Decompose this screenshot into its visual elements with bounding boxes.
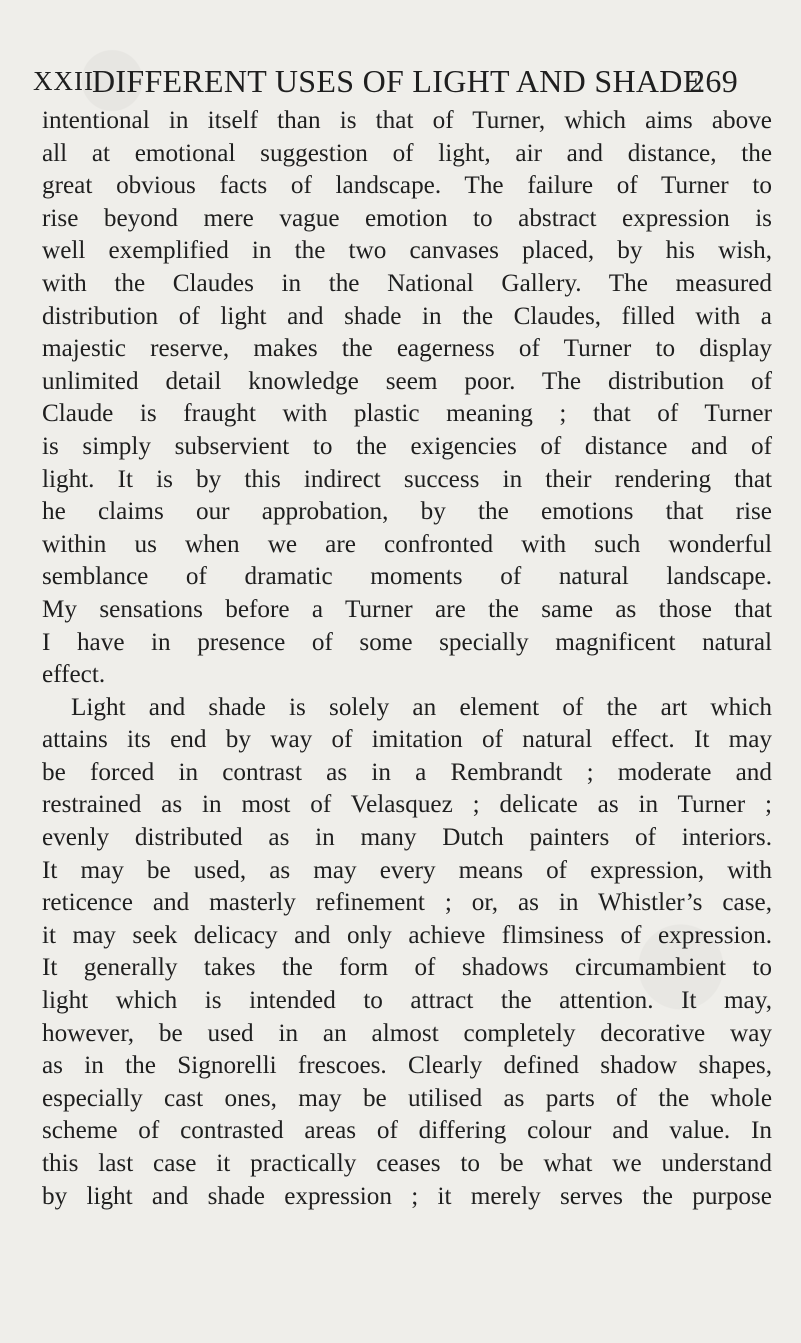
text-line: he claims our approbation, by the emotions that rise xyxy=(42,498,772,526)
text-line: I have in presence of some specially magnificent natural xyxy=(42,628,772,656)
text-line: all at emotional suggestion of light, air and distance, the xyxy=(42,139,772,167)
chapter-number: XXII xyxy=(33,66,94,96)
text-line: it may seek delicacy and only achieve flimsiness of expression. xyxy=(42,921,772,949)
text-line: well exemplified in the two canvases placed, by his wish, xyxy=(42,237,772,265)
text-line: Claude is fraught with plastic meaning ; that of Turner xyxy=(42,400,772,428)
text-line: rise beyond mere vague emotion to abstract expression is xyxy=(42,204,772,232)
text-line: especially cast ones, may be utilised as parts of the whole xyxy=(42,1084,772,1112)
text-line: restrained as in most of Velasquez ; delicate as in Turner ; xyxy=(42,791,772,819)
text-line: unlimited detail knowledge seem poor. The distribution of xyxy=(42,367,772,395)
body-text xyxy=(42,105,772,1213)
text-line: distribution of light and shade in the Claudes, filled with a xyxy=(42,302,772,330)
text-line: within us when we are confronted with such wonderful xyxy=(42,530,772,558)
text-line: It generally takes the form of shadows circumambient to xyxy=(42,954,772,982)
text-line: effect. xyxy=(42,661,106,689)
text-line: intentional in itself than is that of Turner, which aims above xyxy=(42,107,772,134)
text-line: this last case it practically ceases to be what we understand xyxy=(42,1150,772,1177)
running-head xyxy=(33,60,738,102)
text-line: scheme of contrasted areas of differing colour and value. In xyxy=(42,1117,772,1145)
text-line: great obvious facts of landscape. The failure of Turner to xyxy=(42,172,772,200)
text-line: majestic reserve, makes the eagerness of Turner to display xyxy=(42,335,772,363)
text-line: is simply subservient to the exigencies of distance and of xyxy=(42,432,772,460)
paragraph-start-line: Light and shade is solely an element of the art which xyxy=(71,693,772,721)
page-number: 269 xyxy=(689,63,738,99)
text-line: light. It is by this indirect success in their rendering that xyxy=(42,465,772,493)
text-line: light which is intended to attract the attention. It may, xyxy=(42,987,772,1015)
text-line: by light and shade expression ; it merely serves the purpose xyxy=(42,1182,772,1210)
text-line: reticence and masterly refinement ; or, as in Whistler’s case, xyxy=(42,889,772,917)
text-line: with the Claudes in the National Gallery. The measured xyxy=(42,269,772,297)
text-line: attains its end by way of imitation of natural effect. It may xyxy=(42,726,772,754)
text-line: however, be used in an almost completely decorative way xyxy=(42,1019,772,1047)
text-line: semblance of dramatic moments of natural landscape. xyxy=(42,563,772,591)
running-title: DIFFERENT USES OF LIGHT AND SHADE xyxy=(92,63,703,99)
text-line: be forced in contrast as in a Rembrandt ; moderate and xyxy=(42,758,772,786)
text-line: It may be used, as may every means of expression, with xyxy=(42,856,772,884)
text-line: evenly distributed as in many Dutch painters of interiors. xyxy=(42,824,772,852)
text-line: My sensations before a Turner are the same as those that xyxy=(42,595,772,623)
text-line: as in the Signorelli frescoes. Clearly defined shadow shapes, xyxy=(42,1052,772,1080)
